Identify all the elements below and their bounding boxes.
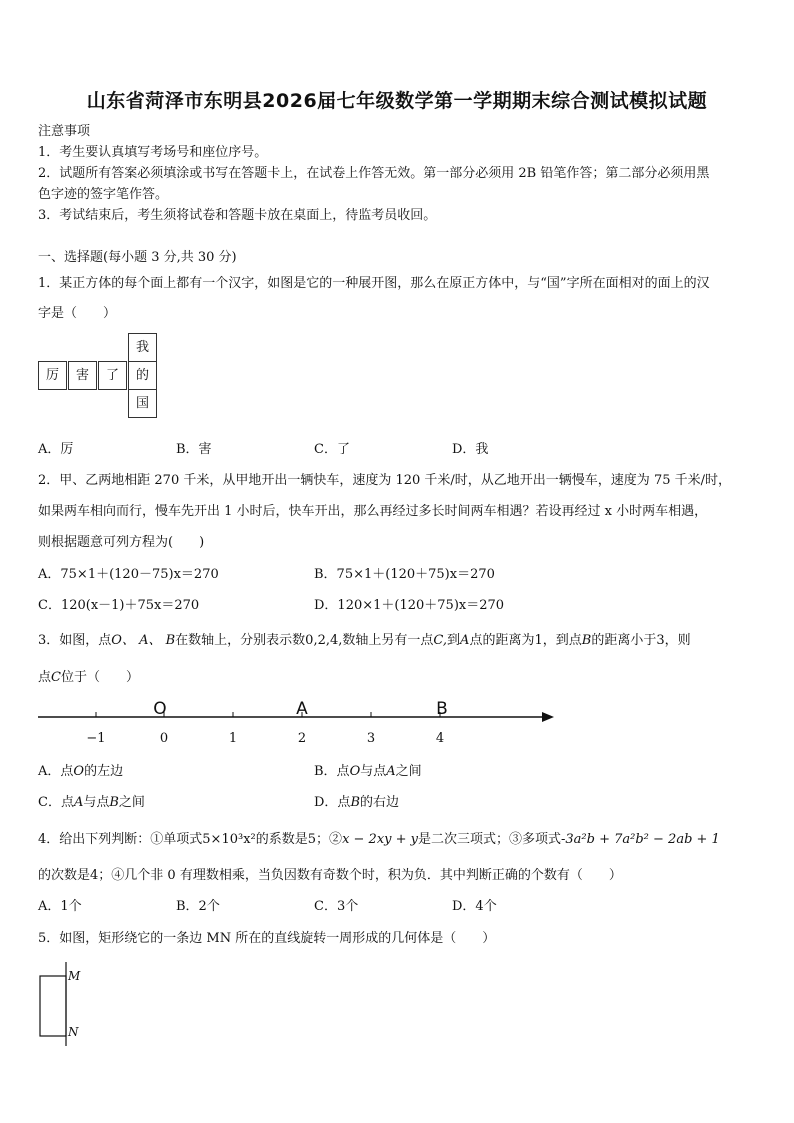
section-heading: 一、选择题(每小题 3 分,共 30 分) bbox=[38, 250, 237, 265]
q1-option-d: D．我 bbox=[452, 442, 489, 457]
q2-text: 2．甲、乙两地相距 270 千米，从甲地开出一辆快车，速度为 120 千米/时，从乙地开出一辆慢车，速度为 75 千米/时， bbox=[38, 473, 731, 488]
q3-option-point: A bbox=[386, 764, 396, 779]
q2-option-d: D．120×1＋(120＋75)x＝270 bbox=[314, 598, 505, 613]
q2-option-a: A．75×1＋(120－75)x＝270 bbox=[38, 567, 219, 582]
q1-text: 字是（ ） bbox=[38, 306, 117, 321]
q3-number: 1 bbox=[534, 633, 543, 648]
q3-number: 3 bbox=[656, 633, 665, 648]
q4-number: 5 bbox=[307, 832, 317, 847]
point-label-o: O bbox=[153, 699, 167, 719]
point-label-b: B bbox=[436, 699, 448, 719]
axis-tick-label: 2 bbox=[297, 731, 307, 746]
q3-point-b: B bbox=[581, 633, 592, 648]
axis-tick-label: 0 bbox=[159, 731, 169, 746]
q4-text-part: 是二次三项式；③多项式 bbox=[418, 832, 562, 847]
q3-option-point: O bbox=[73, 764, 85, 779]
q3-text-part: 位于（ ） bbox=[60, 670, 139, 685]
net-cell: 害 bbox=[68, 361, 97, 390]
net-cell: 我 bbox=[128, 333, 157, 362]
net-cell: 了 bbox=[98, 361, 127, 390]
q3-option-text: 之间 bbox=[118, 795, 145, 810]
q3-point-a: A bbox=[460, 633, 470, 648]
point-label-a: A bbox=[296, 699, 308, 719]
q3-option-text: 与点 bbox=[83, 795, 110, 810]
net-cell: 的 bbox=[128, 361, 157, 390]
label-n: N bbox=[68, 1025, 79, 1039]
q3-option-text: 的左边 bbox=[84, 764, 124, 779]
q3-option-point: A bbox=[73, 795, 84, 810]
q3-option-point: B bbox=[109, 795, 119, 810]
q2-option-c: C．120(x－1)＋75x＝270 bbox=[38, 598, 200, 613]
q3-text-part: 在数轴上，分别表示数 bbox=[175, 633, 306, 648]
notice-item: 色字迹的签字笔作答。 bbox=[38, 187, 169, 202]
page-title: 山东省菏泽市东明县2026届七年级数学第一学期期末综合测试模拟试题 bbox=[86, 90, 708, 112]
q4-monomial: 5×10³x² bbox=[202, 832, 256, 847]
q2-text: 如果两车相向而行，慢车先开出 1 小时后，快车开出，那么再经过多长时间两车相遇？若设再经过 x 小时两车相遇， bbox=[38, 504, 708, 519]
rectangle-shape bbox=[40, 976, 66, 1036]
q3-option-text: B．点 bbox=[314, 764, 350, 779]
q1-option-a: A．厉 bbox=[38, 442, 74, 457]
notice-item: 3．考试结束后，考生须将试卷和答题卡放在桌面上，待监考员收回。 bbox=[38, 208, 437, 223]
q4-option-a: A．1个 bbox=[38, 899, 82, 914]
net-cell: 国 bbox=[128, 389, 157, 418]
q4-polynomial: -3a²b + 7a²b² − 2ab + 1 bbox=[561, 832, 720, 847]
q3-option-point: B bbox=[350, 795, 360, 810]
q3-points: O、 A、 B bbox=[111, 633, 176, 648]
q4-option-b: B．2个 bbox=[176, 899, 220, 914]
q3-option-text: 的右边 bbox=[360, 795, 400, 810]
axis-tick-label: 4 bbox=[435, 731, 445, 746]
q3-text bbox=[38, 666, 139, 685]
axis-tick-label: 1 bbox=[228, 731, 238, 746]
q3-option-d bbox=[314, 791, 399, 810]
q5-text: 5．如图，矩形绕它的一条边 MN 所在的直线旋转一周形成的几何体是（ ） bbox=[38, 931, 496, 946]
q4-option-d: D．4个 bbox=[452, 899, 497, 914]
q3-option-text: 与点 bbox=[360, 764, 387, 779]
q3-option-text: 之间 bbox=[395, 764, 422, 779]
q3-text-part: 3．如图，点 bbox=[38, 633, 112, 648]
q3-option-b bbox=[314, 760, 422, 779]
q4-text bbox=[38, 864, 622, 883]
q4-option-c: C．3个 bbox=[314, 899, 359, 914]
axis-tick-label: −1 bbox=[86, 731, 106, 746]
q4-text-part: ；④几个非 0 有理数相乘，当负因数有奇数个时，积为负．其中判断正确的个数有（ ） bbox=[98, 868, 622, 883]
notice-item: 1．考生要认真填写考场号和座位序号。 bbox=[38, 145, 268, 160]
q3-point-c: C bbox=[51, 670, 61, 685]
q4-polynomial: x − 2xy + y bbox=[342, 832, 418, 847]
label-m: M bbox=[68, 969, 81, 983]
q1-option-b: B．害 bbox=[176, 442, 212, 457]
q2-option-b: B．75×1＋(120＋75)x＝270 bbox=[314, 567, 495, 582]
q3-option-c bbox=[38, 791, 145, 810]
q4-number: 4 bbox=[90, 868, 99, 883]
q3-option-a bbox=[38, 760, 123, 779]
notice-heading: 注意事项 bbox=[38, 124, 91, 139]
q3-point-c: C, bbox=[433, 633, 448, 648]
q4-text-part: 的次数是 bbox=[38, 868, 91, 883]
q1-option-c: C．了 bbox=[314, 442, 350, 457]
q4-text-part: ；② bbox=[316, 832, 343, 847]
q1-text: 1．某正方体的每个面上都有一个汉字，如图是它的一种展开图，那么在原正方体中，与“国”字所在面相对的面上的汉 bbox=[38, 276, 710, 291]
number-line-figure bbox=[36, 696, 556, 748]
q3-text-part: 的距离小于 bbox=[591, 633, 657, 648]
q3-option-text: C．点 bbox=[38, 795, 74, 810]
q3-numbers: 0,2,4, bbox=[305, 633, 343, 648]
q3-text-part: 点 bbox=[38, 670, 52, 685]
axis-arrow bbox=[542, 712, 554, 722]
axis-tick-label: 3 bbox=[366, 731, 376, 746]
q3-option-text: D．点 bbox=[314, 795, 351, 810]
q3-text-part: 点的距离为 bbox=[469, 633, 535, 648]
notice-item: 2．试题所有答案必须填涂或书写在答题卡上，在试卷上作答无效。第一部分必须用 2B 铅笔作答；第二部分必须用黑 bbox=[38, 166, 710, 181]
net-cell: 厉 bbox=[38, 361, 67, 390]
q3-option-point: O bbox=[349, 764, 361, 779]
q3-text-part: 到 bbox=[447, 633, 461, 648]
rectangle-rotation-figure bbox=[30, 962, 100, 1048]
q4-text bbox=[38, 828, 720, 847]
q3-text-part: ，则 bbox=[664, 633, 691, 648]
q4-text-part: 4．给出下列判断：①单项式 bbox=[38, 832, 203, 847]
q2-text: 则根据题意可列方程为( ) bbox=[38, 535, 205, 550]
q3-text bbox=[38, 629, 691, 648]
q3-option-text: A．点 bbox=[38, 764, 74, 779]
q3-text-part: ，到点 bbox=[542, 633, 582, 648]
q4-text-part: 的系数是 bbox=[255, 832, 308, 847]
q3-text-part: 数轴上另有一点 bbox=[342, 633, 434, 648]
